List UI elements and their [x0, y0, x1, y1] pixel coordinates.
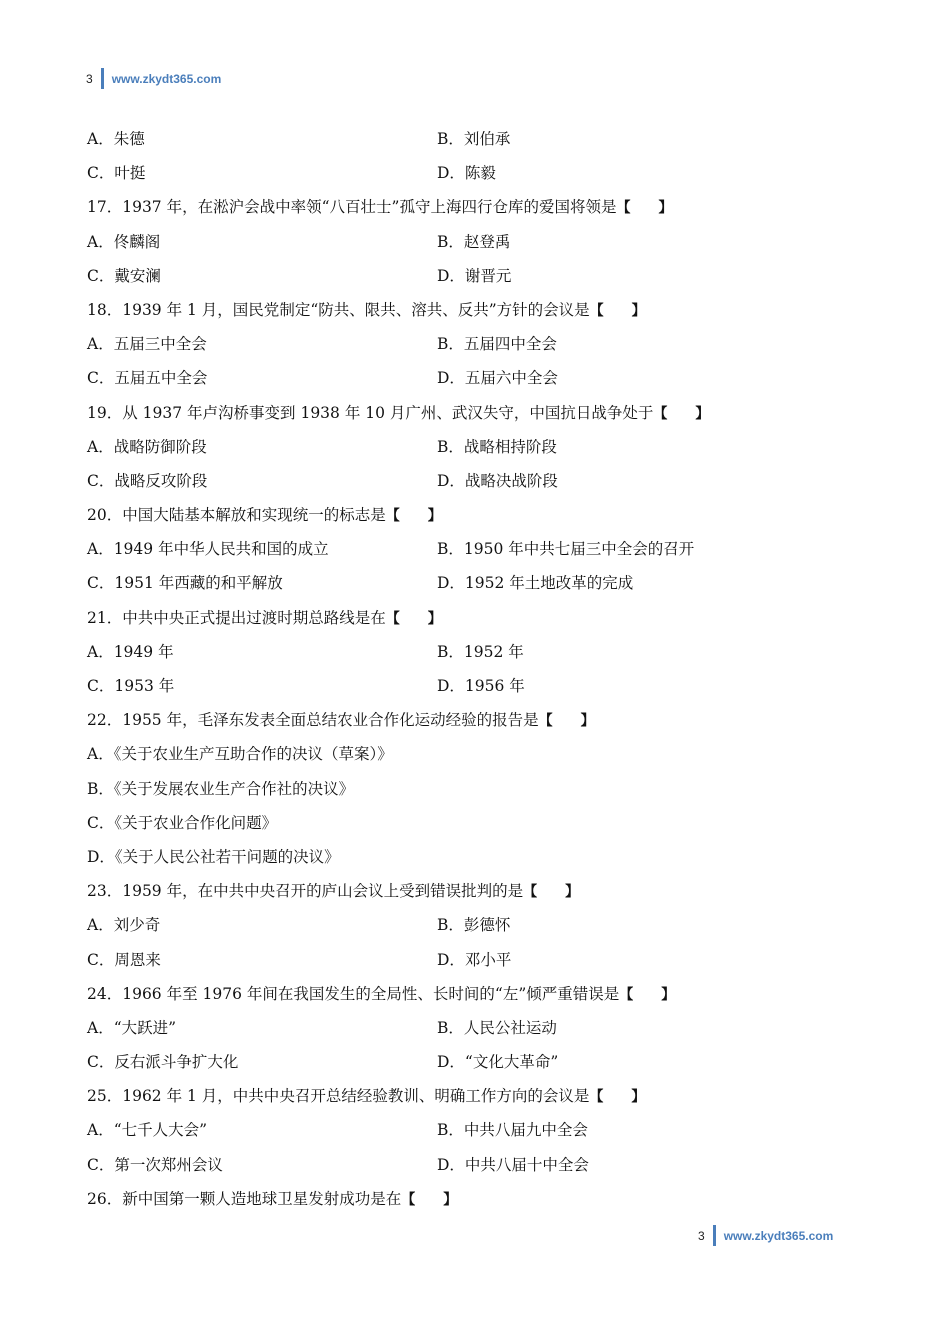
option-row [87, 259, 867, 293]
option-row [87, 1113, 867, 1147]
option-row [87, 566, 867, 600]
option-right: B．1950 年中共七届三中全会的召开 [437, 540, 695, 559]
option-row [87, 908, 867, 942]
option-text: C．《关于农业合作化问题》 [87, 813, 278, 832]
answer-bracket: 【 】 [538, 713, 595, 730]
option-right: D．1952 年土地改革的完成 [437, 574, 634, 593]
option-left: A．1949 年中华人民共和国的成立 [87, 540, 329, 559]
option-left: A．刘少奇 [87, 916, 161, 935]
question-text: 25．1962 年 1 月，中共中央召开总结经验教训、明确工作方向的会议是 [87, 1087, 590, 1106]
question-stem [87, 293, 867, 327]
option-row [87, 532, 867, 566]
option-left: C．反右派斗争扩大化 [87, 1053, 239, 1072]
footer-site-link[interactable]: www.zkydt365.com [723, 1228, 834, 1243]
option-left: A．五届三中全会 [87, 335, 207, 354]
option-left: A．佟麟阁 [87, 232, 161, 251]
answer-bracket: 【 】 [653, 405, 710, 422]
option-left: C．1951 年西藏的和平解放 [87, 574, 283, 593]
option-left: A．1949 年 [87, 642, 174, 661]
answer-bracket: 【 】 [401, 1191, 458, 1208]
option-row [87, 737, 867, 771]
answer-bracket: 【 】 [619, 986, 676, 1003]
question-text: 23．1959 年，在中共中央召开的庐山会议上受到错误批判的是 [87, 882, 524, 901]
question-stem [87, 396, 867, 430]
option-row [87, 943, 867, 977]
option-left: A．朱德 [87, 130, 145, 148]
question-text: 18．1939 年 1 月，国民党制定“防共、限共、溶共、反共”方针的会议是 [87, 300, 590, 319]
option-row [87, 806, 867, 840]
answer-bracket: 【 】 [385, 508, 442, 525]
option-text: A．《关于农业生产互助合作的决议（草案）》 [87, 745, 393, 764]
option-left: C．1953 年 [87, 677, 175, 695]
option-row [87, 327, 867, 361]
answer-bracket: 【 】 [616, 200, 673, 217]
option-right: B．赵登禹 [437, 232, 511, 251]
question-text: 20．中国大陆基本解放和实现统一的标志是 [87, 506, 386, 525]
option-left: C．战略反攻阶段 [87, 471, 208, 490]
option-right: B．战略相持阶段 [437, 437, 557, 456]
option-right: D．战略决战阶段 [437, 471, 558, 490]
footer-divider [713, 1225, 716, 1246]
option-right: B．五届四中全会 [437, 335, 557, 354]
option-left: C．第一次郑州会议 [87, 1155, 223, 1174]
option-left: C．五届五中全会 [87, 369, 208, 388]
option-right: B．中共八届九中全会 [437, 1121, 588, 1140]
option-right: D．“文化大革命” [437, 1053, 559, 1072]
question-text: 24．1966 年至 1976 年间在我国发生的全局性、长时间的“左”倾严重错误是 [87, 984, 620, 1003]
option-row [87, 122, 867, 156]
question-text: 22．1955 年，毛泽东发表全面总结农业合作化运动经验的报告是 [87, 711, 539, 730]
question-stem [87, 703, 867, 737]
question-stem [87, 1079, 867, 1113]
page-header [86, 68, 221, 89]
question-text: 17．1937 年，在淞沪会战中率领“八百壮士”孤守上海四行仓库的爱国将领是 [87, 198, 617, 217]
option-row [87, 464, 867, 498]
question-text: 19．从 1937 年卢沟桥事变到 1938 年 10 月广州、武汉失守，中国抗日战争处于 [87, 403, 654, 422]
question-stem [87, 874, 867, 908]
option-right: B．彭德怀 [437, 916, 511, 935]
question-list [87, 122, 867, 1216]
question-stem [87, 1182, 867, 1216]
option-row [87, 225, 867, 259]
option-right: D．陈毅 [437, 164, 496, 183]
option-row [87, 669, 867, 703]
question-stem [87, 190, 867, 224]
question-text: 26．新中国第一颗人造地球卫星发射成功是在 [87, 1189, 402, 1208]
option-right: D．中共八届十中全会 [437, 1155, 589, 1174]
answer-bracket: 【 】 [523, 884, 580, 901]
option-text: B．《关于发展农业生产合作社的决议》 [87, 779, 355, 798]
option-left: A．“七千人大会” [87, 1121, 208, 1140]
option-right: D．1956 年 [437, 677, 525, 695]
option-row [87, 1148, 867, 1182]
question-stem [87, 977, 867, 1011]
option-row [87, 361, 867, 395]
page-footer [698, 1225, 833, 1246]
answer-bracket: 【 】 [385, 610, 442, 627]
option-left: C．戴安澜 [87, 266, 161, 285]
header-page-number: 3 [86, 71, 93, 86]
header-divider [101, 68, 104, 89]
option-right: B．刘伯承 [437, 130, 511, 148]
option-right: D．邓小平 [437, 950, 512, 969]
option-left: A．“大跃进” [87, 1018, 177, 1037]
header-site-link[interactable]: www.zkydt365.com [111, 71, 222, 86]
answer-bracket: 【 】 [589, 302, 646, 319]
option-right: D．谢晋元 [437, 266, 512, 285]
option-right: D．五届六中全会 [437, 369, 558, 388]
option-left: C．叶挺 [87, 164, 146, 183]
footer-page-number: 3 [698, 1228, 705, 1243]
option-row [87, 1045, 867, 1079]
option-row [87, 772, 867, 806]
option-text: D．《关于人民公社若干问题的决议》 [87, 847, 340, 866]
question-stem [87, 498, 867, 532]
option-row [87, 840, 867, 874]
answer-bracket: 【 】 [589, 1089, 646, 1106]
option-right: B．人民公社运动 [437, 1018, 557, 1037]
option-right: B．1952 年 [437, 642, 524, 661]
option-row [87, 635, 867, 669]
option-row [87, 1011, 867, 1045]
question-stem [87, 601, 867, 635]
option-left: C．周恩来 [87, 950, 161, 969]
question-text: 21．中共中央正式提出过渡时期总路线是在 [87, 608, 386, 627]
option-row [87, 156, 867, 190]
option-left: A．战略防御阶段 [87, 437, 207, 456]
option-row [87, 430, 867, 464]
